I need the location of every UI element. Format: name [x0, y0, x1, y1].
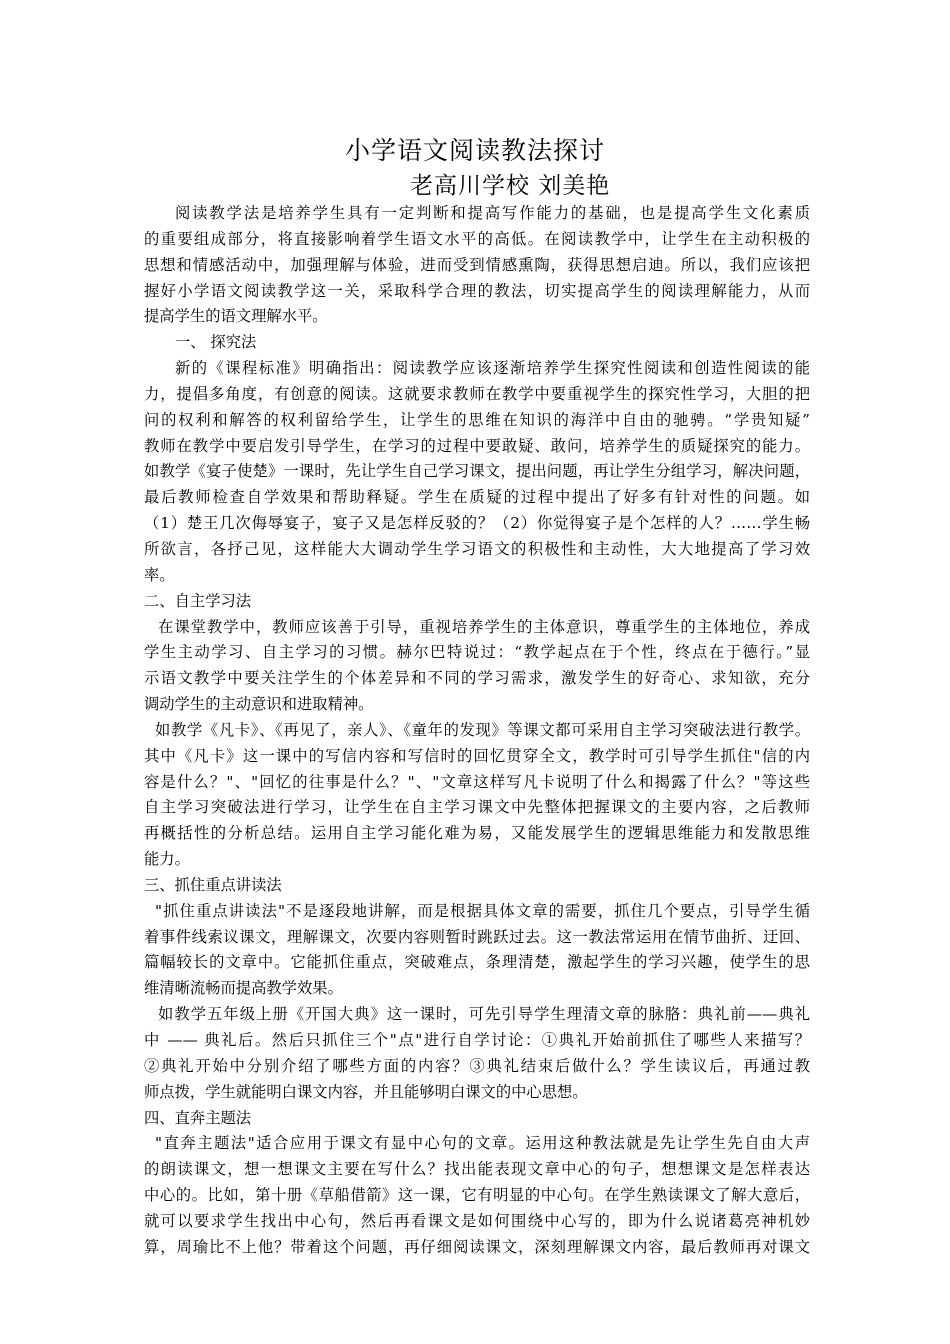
text-line: 所欲言，各抒己见，这样能大大调动学生学习语文的积极性和主动性，大大地提高了学习效 — [144, 539, 810, 558]
document-title: 小学语文阅读教法探讨 — [344, 136, 605, 165]
text-line: 的朗读课文，想一想课文主要在写什么？找出能表现文章中心的句子，想想课文是怎样表达 — [144, 1160, 810, 1179]
text-line: 其中《凡卡》这一课中的写信内容和写信时的回忆贯穿全文，教学时可引导学生抓住"信的内 — [144, 746, 810, 765]
text-line: （1）楚王几次侮辱宴子，宴子又是怎样反驳的？（2）你觉得宴子是个怎样的人？……学生畅 — [144, 514, 810, 533]
document-body — [144, 201, 810, 1261]
section-heading: 一、 探究法 — [175, 333, 257, 352]
document-author: 老高川学校 刘美艳 — [410, 173, 611, 199]
text-line: 调动学生的主动意识和进取精神。 — [144, 695, 374, 714]
text-line: 教师在教学中要启发引导学生，在学习的过程中要敢疑、敢问，培养学生的质疑探究的能力。 — [144, 436, 810, 455]
text-line: 如教学《凡卡》、《再见了，亲人》、《童年的发现》等课文都可采用自主学习突破法进行教学。 — [155, 720, 810, 739]
section-heading: 二、自主学习法 — [144, 591, 252, 610]
text-line: 在课堂教学中，教师应该善于引导，重视培养学生的主体意识，尊重学生的主体地位，养成 — [158, 617, 810, 636]
text-line: 提高学生的语文理解水平。 — [144, 307, 328, 326]
text-line: 问的权利和解答的权利留给学生，让学生的思维在知识的海洋中自由的驰骋。“学贵知疑” — [144, 410, 810, 429]
text-line: 新的《课程标准》明确指出：阅读教学应该逐渐培养学生探究性阅读和创造性阅读的能 — [175, 359, 810, 378]
text-line: 再概括性的分析总结。运用自主学习能化难为易，又能发展学生的逻辑思维能力和发散思维 — [144, 824, 810, 843]
text-line: 的重要组成部分，将直接影响着学生语文水平的高低。在阅读教学中，让学生在主动积极的 — [144, 229, 810, 248]
text-line: 师点拨，学生就能明白课文内容，并且能够明白课文的中心思想。 — [144, 1082, 588, 1101]
text-line: ②典礼开始中分别介绍了哪些方面的内容？③典礼结束后做什么？学生读议后，再通过教 — [144, 1056, 810, 1075]
text-line: 如教学《宴子使楚》一课时，先让学生自己学习课文，提出问题，再让学生分组学习，解决问题， — [144, 462, 810, 481]
text-line: 思想和情感活动中，加强理解与体验，进而受到情感熏陶，获得思想启迪。所以，我们应该把 — [144, 255, 810, 274]
text-line: "抓住重点讲读法"不是逐段地讲解，而是根据具体文章的需要，抓住几个要点，引导学生循 — [155, 901, 810, 920]
text-line: 就可以要求学生找出中心句，然后再看课文是如何围绕中心写的，即为什么说诸葛亮神机妙 — [144, 1211, 810, 1230]
text-line: 能力。 — [144, 850, 190, 869]
text-line: 学生主动学习、自主学习的习惯。赫尔巴特说过：“教学起点在于个性，终点在于德行。”显 — [144, 643, 810, 662]
text-line: 率。 — [144, 565, 175, 584]
text-line: 算，周瑜比不上他？带着这个问题，再仔细阅读课文，深刻理解课文内容，最后教师再对课文 — [144, 1237, 810, 1256]
text-line: 握好小学语文阅读教学这一关，采取科学合理的教法，切实提高学生的阅读理解能力，从而 — [144, 281, 810, 300]
text-line: 维清晰流畅而提高教学效果。 — [144, 979, 343, 998]
text-line: "直奔主题法"适合应用于课文有显中心句的文章。运用这种教法就是先让学生先自由大声 — [155, 1134, 810, 1153]
text-line: 篇幅较长的文章中。它能抓住重点，突破难点，条理清楚，激起学生的学习兴趣，使学生的思 — [144, 953, 810, 972]
section-heading: 三、抓住重点讲读法 — [144, 875, 282, 894]
text-line: 容是什么？"、"回忆的往事是什么？"、"文章这样写凡卡说明了什么和揭露了什么？"等这些 — [144, 772, 810, 791]
section-heading: 四、直奔主题法 — [144, 1108, 252, 1127]
text-line: 力，提倡多角度，有创意的阅读。这就要求教师在教学中要重视学生的探究性学习，大胆的把 — [144, 384, 810, 403]
text-line: 示语文教学中要关注学生的个体差异和不同的学习需求，激发学生的好奇心、求知欲，充分 — [144, 669, 810, 688]
text-line: 最后教师检查自学效果和帮助释疑。学生在质疑的过程中提出了好多有针对性的问题。如 — [144, 488, 810, 507]
text-line: 自主学习突破法进行学习，让学生在自主学习课文中先整体把握课文的主要内容，之后教师 — [144, 798, 810, 817]
text-line: 着事件线索议课文，理解课文，次要内容则暂时跳跃过去。这一教法常运用在情节曲折、迂回、 — [144, 927, 810, 946]
text-line: 阅读教学法是培养学生具有一定判断和提高写作能力的基础，也是提高学生文化素质 — [175, 204, 810, 222]
text-line: 如教学五年级上册《开国大典》这一课时，可先引导学生理清文章的脉胳：典礼前——典礼 — [158, 1005, 810, 1024]
text-line: 中心的。比如，第十册《草船借箭》这一课，它有明显的中心句。在学生熟读课文了解大意后， — [144, 1186, 810, 1205]
text-line: 中 —— 典礼后。然后只抓住三个"点"进行自学讨论：①典礼开始前抓住了哪些人来描写？ — [144, 1031, 810, 1049]
